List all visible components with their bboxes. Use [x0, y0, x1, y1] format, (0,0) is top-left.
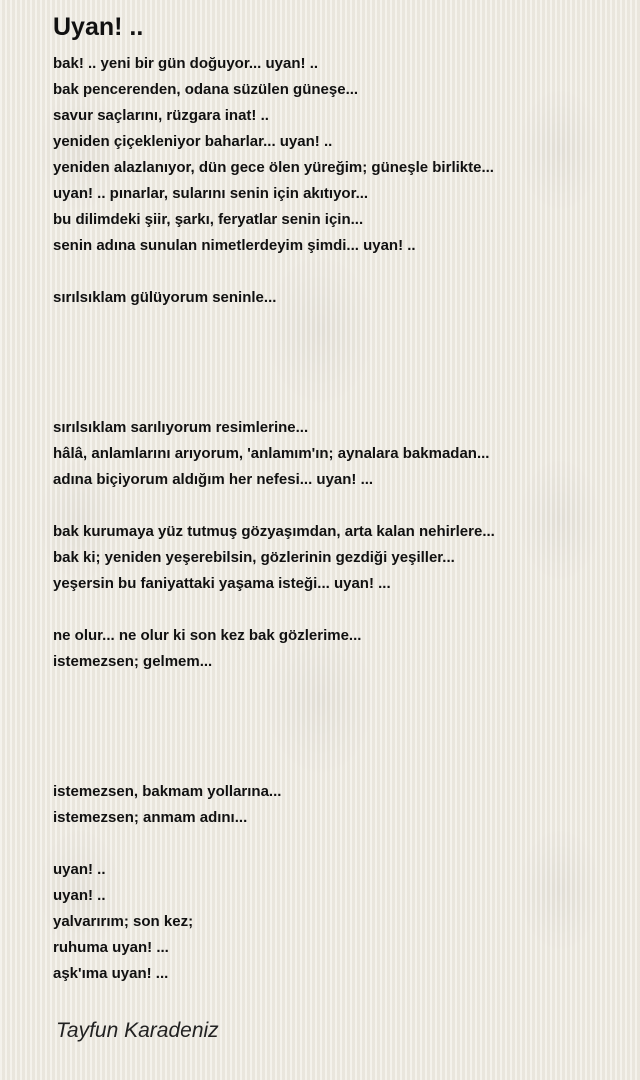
stanza-break [53, 675, 613, 701]
stanza-break [53, 701, 613, 727]
poem-line: hâlâ, anlamlarını arıyorum, 'anlamım'ın; aynalara bakmadan... [53, 445, 490, 462]
poem-line: bak pencerenden, odana süzülen güneşe... [53, 81, 359, 98]
poem-line: savur saçlarını, rüzgara inat! .. [53, 107, 269, 124]
stanza-break [53, 337, 613, 363]
poem-line: uyan! .. pınarlar, sularını senin için akıtıyor... [53, 185, 369, 202]
poem-line: istemezsen; anmam adını... [53, 809, 248, 826]
poem-line: bak ki; yeniden yeşerebilsin, gözlerinin gezdiği yeşiller... [53, 549, 455, 566]
poem-line: sırılsıklam sarılıyorum resimlerine... [53, 419, 309, 436]
poem-body [53, 51, 613, 987]
poem-line: aşk'ıma uyan! ... [53, 965, 169, 982]
poem-line: yeşersin bu faniyattaki yaşama isteği... uyan! ... [53, 575, 391, 592]
poem-line: ne olur... ne olur ki son kez bak gözlerime... [53, 627, 362, 644]
stanza-break [53, 831, 613, 857]
stanza-break [53, 597, 613, 623]
poem-line: bak kurumaya yüz tutmuş gözyaşımdan, arta kalan nehirlere... [53, 523, 495, 540]
poem-line: bak! .. yeni bir gün doğuyor... uyan! .. [53, 55, 319, 72]
poem-line: sırılsıklam gülüyorum seninle... [53, 289, 277, 306]
poem-line: yeniden çiçekleniyor baharlar... uyan! .. [53, 133, 333, 150]
poem-title: Uyan! .. [53, 13, 144, 41]
poem-line: yeniden alazlanıyor, dün gece ölen yüreğim; güneşle birlikte... [53, 159, 494, 176]
stanza-break [53, 311, 613, 337]
stanza-break [53, 753, 613, 779]
stanza-break [53, 727, 613, 753]
stanza-break [53, 389, 613, 415]
poem-line: adına biçiyorum aldığım her nefesi... uyan! ... [53, 471, 374, 488]
poem-line: bu dilimdeki şiir, şarkı, feryatlar senin için... [53, 211, 364, 228]
stanza-break [53, 493, 613, 519]
poem-line: uyan! .. [53, 887, 106, 904]
poem-line: istemezsen, bakmam yollarına... [53, 783, 282, 800]
poem-line: senin adına sunulan nimetlerdeyim şimdi... uyan! .. [53, 237, 416, 254]
poem-line: ruhuma uyan! ... [53, 939, 169, 956]
author-signature: Tayfun Karadeniz [56, 1019, 219, 1042]
poem-line: uyan! .. [53, 861, 106, 878]
stanza-break [53, 259, 613, 285]
poem-line: yalvarırım; son kez; [53, 913, 194, 930]
poem-line: istemezsen; gelmem... [53, 653, 213, 670]
stanza-break [53, 363, 613, 389]
